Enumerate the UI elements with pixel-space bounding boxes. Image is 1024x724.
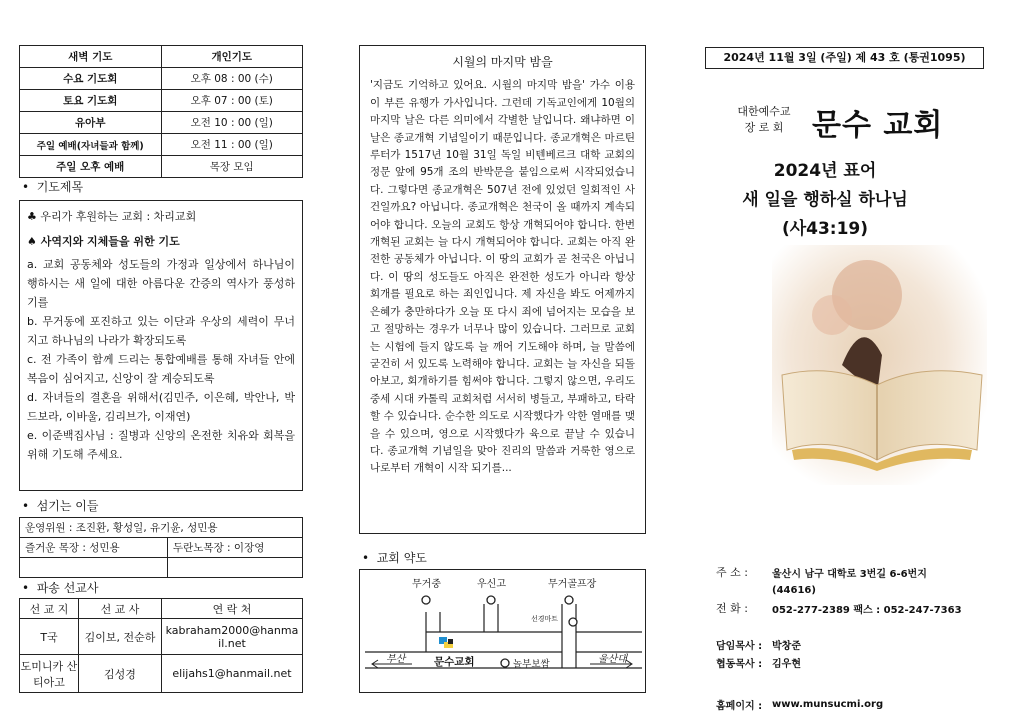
servers-table xyxy=(19,517,303,578)
column-body: '지금도 기억하고 있어요. 시월의 마지막 밤을' 가수 이용이 부른 유행가 가사입니다. 그런데 기독교인에게 10월의 마지막 날은 다른 의미에서 각별한 날입니다. 왜냐하면 이날은 종교개혁 기념일이기 때문입니다. 종교개혁은 마르틴 루터가 1517년 10월 31일 독일 비텐베르크 대학 교회의 정문 앞에 95개 조의 반박문을 붙임으로써 시작되었습니다. 그렇다면 종교개혁은 507년 전에 있었던 일회적인 사건일까요? 아닙니다. 종교개혁은 천국이 올 때까지 계속되어야 합니다. 오늘의 교회도 항상 개혁되어야 합니다. 한번 개혁된 교회는 늘 다시 개혁되어야 합니다. 교회는 아직 완전한 공동체가 아닙니다. 이 땅의 교회가 곧 천국은 아닙니다. 이 땅의 성도들도 아직은 완전한 성도가 아니라 항상 회개를 필요로 하는 죄인입니다. 제 자신을 봐도 어제까지 은혜가 충만하다가 오늘 또 다시 죄에 넘어지는 모습을 보고 절망하는 경우가 너무나 많이 있습니다. 그러므로 교회는 시험에 들지 않도록 늘 깨어 기도해야 하며, 늘 말씀에 굳건히 서 있도록 노력해야 합니다. 교회는 늘 자신을 되돌아보고, 회개하기를 힘써야 합니다. 그렇지 않으면, 우리도 중세 시대 카톨릭 교회처럼 서서히 병들고, 부패하고, 타락할 수 있습니다. 순수한 의도로 시작했다가 악한 열매를 맺을 수 있으며, 영으로 시작했다가 육으로 끝날 수 있습니다. 종교개혁 기념일을 맞아 진리의 말씀과 거룩한 영으로 나로부터 개혁이 시작 되기를... xyxy=(370,79,635,475)
denomination: 대한예수교 장 로 회 xyxy=(737,105,791,134)
bullet-icon: • xyxy=(22,180,30,194)
schedule-row: 주일 오후 예배 목장 모임 xyxy=(20,156,303,178)
map-label-ulsandae: 울산대 xyxy=(598,654,627,665)
map-section-title: • 교회 약도 xyxy=(362,551,427,565)
durahn-group-leader: 두란노목장 : 이장영 xyxy=(168,538,303,558)
motto: 새 일을 행하실 하나님 xyxy=(742,190,908,210)
map-label-busan: 부산 xyxy=(386,654,406,665)
schedule-row: 새벽 기도 개인기도 xyxy=(20,46,303,68)
table-row: 도미니카 산티아고 김성경 elijahs1@hanmail.net xyxy=(20,655,303,693)
schedule-row: 수요 기도회 오후 08 : 00 (수) xyxy=(20,68,303,90)
address: 울산시 남구 대학로 3번길 6-6번지 xyxy=(772,568,927,580)
schedule-row: 유아부 오전 10 : 00 (일) xyxy=(20,112,303,134)
phone-fax: 052-277-2389 팩스 : 052-247-7363 xyxy=(772,604,962,616)
worship-schedule-table xyxy=(19,45,303,178)
church-map xyxy=(359,569,646,693)
landmark-marker xyxy=(569,618,577,626)
landmark-marker xyxy=(501,659,509,667)
map-label-restaurant: 놀부보쌈 xyxy=(513,659,550,670)
prayer-topics-box xyxy=(19,200,303,491)
prayer-item: d. 자녀들의 결혼을 위해서(김민주, 이은혜, 박안나, 박드보라, 이바울, 김리브가, 이재연) xyxy=(27,391,295,423)
joyful-group-leader: 즐거운 목장 : 성민용 xyxy=(20,538,168,558)
senior-pastor: 박창준 xyxy=(772,640,801,652)
church-info: 주 소 : 울산시 남구 대학로 3번길 6-6번지 (44616) 전 화 : 052-277-2389 팩스 : 052-247-7363 담임목사 : 박창준 협동목사 : 김우현 홈페이지 : www.munsucmi.org xyxy=(716,563,986,713)
landmark-marker xyxy=(422,596,430,604)
bullet-icon: • xyxy=(22,581,30,595)
map-label-church: 문수교회 xyxy=(434,656,475,668)
column-title: 시월의 마지막 밤을 xyxy=(452,55,553,69)
spade-icon: ♠ xyxy=(27,235,41,248)
supported-church: ♣ 우리가 후원하는 교회 : 차리교회 xyxy=(27,210,197,223)
bullet-icon: • xyxy=(362,551,370,565)
schedule-row: 주일 예배(자녀들과 함께) 오전 11 : 00 (일) xyxy=(20,134,303,156)
bullet-icon: • xyxy=(22,499,30,513)
missionaries-table xyxy=(19,598,303,693)
header-place: 선 교 지 xyxy=(20,599,79,619)
header-missionary: 선 교 사 xyxy=(79,599,162,619)
issue-date: 2024년 11월 3일 (주일) 제 43 호 (통권1095) xyxy=(705,47,984,69)
servers-section-title: • 섬기는 이들 xyxy=(22,499,99,513)
prayer-item: b. 무거동에 포진하고 있는 이단과 우상의 세력이 무너지고 하나님의 나라가 확장되도록 xyxy=(27,315,295,347)
committee-members: 운영위원 : 조진환, 황성일, 유기윤, 성민용 xyxy=(20,518,303,538)
church-marker-icon xyxy=(439,637,453,648)
pastor-column xyxy=(359,45,646,534)
prayer-item: c. 전 가족이 함께 드리는 통합예배를 통해 자녀들 안에 복음이 심어지고, 신앙이 잘 계승되도록 xyxy=(27,353,295,385)
map-label-mart: 선경마트 xyxy=(531,615,559,623)
map-label-usingo: 우신고 xyxy=(477,579,506,590)
prayer-item: e. 이준백집사님 : 질병과 신앙의 온전한 치유와 회복을 위해 기도해 주세요. xyxy=(27,429,295,461)
prayer-item: a. 교회 공동체와 성도들의 가정과 일상에서 하나님이 행하시는 새 일에 대한 아름다운 간증의 역사가 풍성하기를 xyxy=(27,258,295,309)
map-label-mugeojung: 무거중 xyxy=(412,579,441,590)
table-row: T국 김이보, 전순하 kabraham2000@hanmail.net xyxy=(20,619,303,655)
header-contact: 연 락 처 xyxy=(162,599,303,619)
postal-code: (44616) xyxy=(772,584,816,596)
motto-year: 2024년 표어 xyxy=(773,161,877,181)
schedule-row: 토요 기도회 오후 07 : 00 (토) xyxy=(20,90,303,112)
motto-reference: (사43:19) xyxy=(781,219,869,239)
landmark-marker xyxy=(565,596,573,604)
homepage-link[interactable]: www.munsucmi.org xyxy=(772,698,884,710)
landmark-marker xyxy=(487,596,495,604)
bible-illustration xyxy=(772,245,987,485)
club-icon: ♣ xyxy=(27,210,41,223)
prayer-section-title: • 기도제목 xyxy=(22,180,84,194)
mission-section-title: • 파송 선교사 xyxy=(22,581,99,595)
church-name: 문수 교회 xyxy=(812,108,944,143)
map-label-golf: 무거골프장 xyxy=(548,579,597,590)
associate-pastor: 김우현 xyxy=(772,658,801,670)
prayer-heading: ♠ 사역지와 지체들을 위한 기도 xyxy=(27,235,180,248)
